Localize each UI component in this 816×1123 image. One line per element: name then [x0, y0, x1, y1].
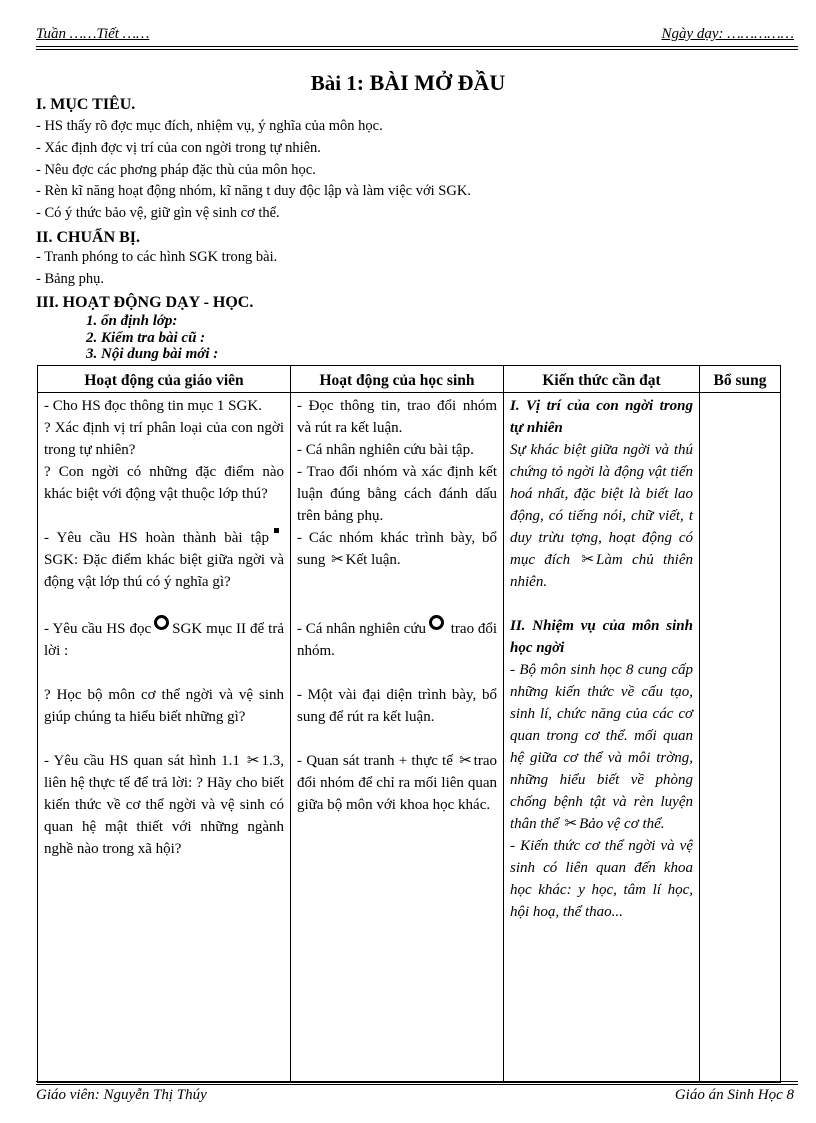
- teacher-activity-text: SGK: Đặc điểm khác biệt giữa ngời và động vật lớp thú có ý nghĩa gì?: [44, 552, 284, 590]
- knowledge-heading-text: I. Vị trí của con ngời trong tự nhiên: [510, 398, 693, 436]
- ring-icon: [429, 615, 444, 630]
- student-activity-text: trao đổi nhóm.: [297, 621, 497, 659]
- objective-line: - Có ý thức bảo vệ, giữ gìn vệ sinh cơ thể.: [36, 205, 280, 221]
- lesson-number: Bài 1: [310, 71, 357, 95]
- knowledge-text: [510, 439, 693, 593]
- col-header-supplement: Bổ sung: [700, 366, 781, 393]
- table-row: [38, 393, 781, 1083]
- col-header-knowledge: Kiến thức cần đạt: [504, 366, 700, 393]
- teacher-activity: [44, 527, 284, 593]
- teacher-activity: [44, 615, 284, 662]
- teacher-question: ? Con ngời có những đặc điểm nào khác biệt với động vật thuộc lớp thú?: [44, 464, 284, 502]
- knowledge-text-part: Làm chủ thiên nhiên.: [510, 552, 694, 590]
- knowledge-text: - Kiến thức cơ thể ngời và vệ sinh có liên quan đến khoa học khác: y học, tâm lí học, hội hoạ, thể thao...: [510, 838, 693, 920]
- scissors-icon: ✂: [331, 552, 344, 568]
- step-class-organization: 1. ổn định lớp:: [86, 313, 178, 329]
- teacher-activity: [44, 750, 284, 860]
- section-objectives-heading: I. MỤC TIÊU.: [36, 96, 136, 113]
- student-activity-text: - Quan sát tranh + thực tế: [297, 753, 453, 769]
- lesson-title: [0, 70, 816, 96]
- teacher-activity: - Cho HS đọc thông tin mục 1 SGK.: [44, 398, 262, 414]
- student-activities-cell: [291, 393, 504, 1083]
- knowledge-text-part: Sự khác biệt giữa ngời và thú chứng tỏ ngời là động vật tiến hoá nhất, đặc biệt là biết lao động, có tiếng nói, chữ viết, t duy trừu tợng, hoạt động có mục đích: [510, 442, 693, 568]
- preparation-line: - Tranh phóng to các hình SGK trong bài.: [36, 249, 278, 265]
- bullet-icon: [274, 528, 279, 533]
- teacher-question: ? Xác định vị trí phân loại của con ngời trong tự nhiên?: [44, 420, 284, 458]
- student-activity: [297, 527, 497, 571]
- preparation-line: - Bảng phụ.: [36, 271, 105, 287]
- header-teaching-date: Ngày dạy: ……………: [661, 26, 794, 42]
- table-header-row: [38, 366, 781, 393]
- knowledge-text-part: Bảo vệ cơ thể.: [579, 816, 665, 832]
- student-activity: - Cá nhân nghiên cứu bài tập.: [297, 442, 474, 458]
- objective-line: - HS thấy rõ đợc mục đích, nhiệm vụ, ý nghĩa của môn học.: [36, 118, 383, 134]
- lesson-name: : BÀI MỞ ĐẦU: [356, 70, 506, 95]
- scissors-icon: ✂: [564, 816, 578, 832]
- student-activity-text: - Các nhóm khác trình bày, bổ sung: [297, 530, 497, 568]
- teacher-activities-cell: [38, 393, 291, 1083]
- teacher-activity-text: - Yêu cầu HS quan sát hình 1.1: [44, 753, 240, 769]
- student-activity-text: Kết luận.: [345, 552, 401, 568]
- scissors-icon: ✂: [581, 552, 595, 568]
- teacher-activity-text: - Yêu cầu HS đọc: [44, 621, 152, 637]
- teacher-question: ? Học bộ môn cơ thể ngời và vệ sinh giúp chúng ta hiểu biết những gì?: [44, 687, 284, 725]
- ring-icon: [154, 615, 169, 630]
- student-activity: [297, 750, 497, 816]
- teacher-activity-text: - Yêu cầu HS hoàn thành bài tập: [44, 530, 269, 546]
- student-activity: [297, 615, 497, 662]
- header-week-lesson: Tuần ……Tiết ……: [36, 26, 150, 42]
- page-header: [36, 26, 798, 47]
- scissors-icon: ✂: [246, 753, 260, 769]
- knowledge-heading-text: II. Nhiệm vụ của môn sinh học ngời: [510, 618, 693, 656]
- student-activity-text: - Cá nhân nghiên cứu: [297, 621, 426, 637]
- step-new-lesson-content: 3. Nội dung bài mới :: [86, 346, 219, 362]
- student-activity: - Một vài đại diện trình bày, bổ sung để rút ra kết luận.: [297, 687, 497, 725]
- footer-teacher-name: Giáo viên: Nguyễn Thị Thúy: [36, 1087, 207, 1103]
- objective-line: - Nêu đợc các phơng pháp đặc thù của môn học.: [36, 162, 316, 178]
- section-preparation-heading: II. CHUẨN BỊ.: [36, 229, 141, 246]
- knowledge-text-part: - Bộ môn sinh học 8 cung cấp những kiến thức về cấu tạo, sinh lí, chức năng của các cơ quan trong cơ thể. mối quan hệ giữa cơ thể và môi trờng, những hiểu biết về phòng chống bệnh tật và rèn luyện thân thể: [510, 662, 693, 832]
- footer-course-name: Giáo án Sinh Học 8: [674, 1087, 794, 1103]
- step-review-old-lesson: 2. Kiểm tra bài cũ :: [86, 330, 206, 346]
- col-header-teacher: Hoạt động của giáo viên: [38, 366, 291, 393]
- objective-line: - Rèn kĩ năng hoạt động nhóm, kĩ năng t duy độc lập và làm việc với SGK.: [36, 183, 471, 199]
- student-activity: - Trao đổi nhóm và xác định kết luận đúng bằng cách đánh dấu trên bảng phụ.: [297, 464, 497, 524]
- student-activity: - Đọc thông tin, trao đổi nhóm và rút ra kết luận.: [297, 398, 497, 436]
- lesson-activity-table: [37, 365, 781, 1083]
- scissors-icon: ✂: [459, 753, 472, 769]
- objective-line: - Xác định đợc vị trí của con ngời trong tự nhiên.: [36, 140, 321, 156]
- col-header-student: Hoạt động của học sinh: [291, 366, 504, 393]
- supplement-cell: [700, 393, 781, 1083]
- section-activities-heading: III. HOẠT ĐỘNG DẠY - HỌC.: [36, 294, 254, 311]
- student-activity-text: trao đổi nhóm để chỉ ra mối liên quan giữa bộ môn với khoa học khác.: [297, 753, 497, 813]
- teacher-activity-text: 1.3, liên hệ thực tế để trả lời: ? Hãy cho biết kiến thức về cơ thể ngời và vệ sinh có quan hệ mật thiết với những ngành nghề nào trong xã hội?: [44, 753, 284, 857]
- knowledge-cell: [504, 393, 700, 1083]
- teacher-activity-text: SGK mục II để trả lời :: [44, 621, 284, 659]
- knowledge-text: [510, 659, 693, 835]
- knowledge-heading: [510, 615, 693, 659]
- knowledge-heading: [510, 395, 693, 439]
- page-footer: [36, 1084, 798, 1105]
